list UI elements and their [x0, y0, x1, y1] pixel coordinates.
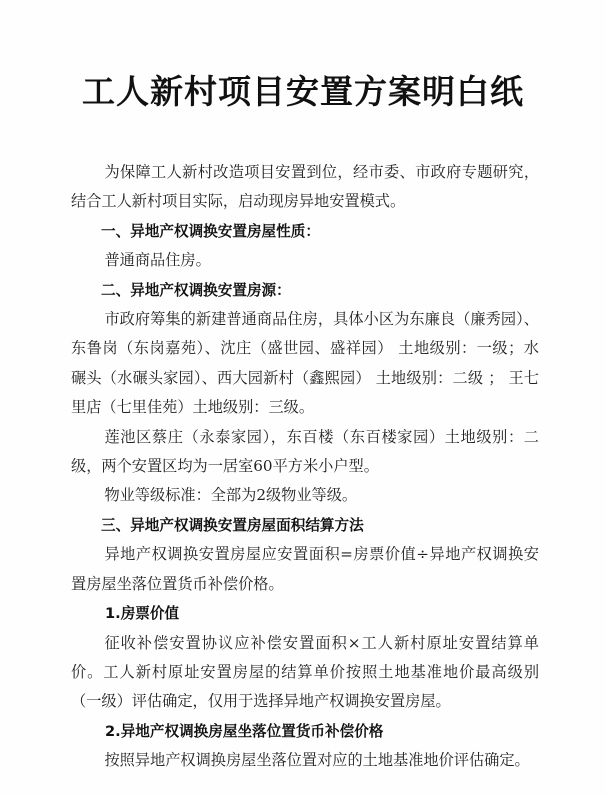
document-title: 工人新村项目安置方案明白纸 — [82, 72, 524, 111]
subsection-heading-3-2: 2.异地产权调换房屋坐落位置货币补偿价格 — [105, 722, 384, 740]
section-heading-1: 一、异地产权调换安置房屋性质： — [101, 222, 320, 240]
subsection-3-1-paragraph: 征收补偿安置协议应补偿安置面积×工人新村原址安置结算单价。工人新村原址安置房屋的结算单价按照土地基准地价最高级别（一级）评估确定，仅用于选择异地产权调换安置房屋。 — [71, 633, 539, 711]
section-2-paragraph-b: 莲池区蔡庄（永泰家园），东百楼（东百楼家园）土地级别：二级，两个安置区均为一居室60平方米小户型。 — [71, 427, 539, 476]
intro-paragraph: 为保障工人新村改造项目安置到位，经市委、市政府专题研究，结合工人新村项目实际，启动现房异地安置模式。 — [71, 163, 539, 211]
section-3-paragraph: 异地产权调换安置房屋应安置面积=房票价值÷异地产权调换安置房屋坐落位置货币补偿价格。 — [71, 545, 539, 593]
section-heading-3: 三、异地产权调换安置房屋面积结算方法 — [101, 516, 364, 534]
subsection-3-2-paragraph: 按照异地产权调换房屋坐落位置对应的土地基准地价评估确定。 — [104, 751, 530, 770]
section-2-paragraph-a: 市政府筹集的新建普通商品住房，具体小区为东廉良（廉秀园）、东鲁岗（东岗嘉苑）、沈庄（盛世园、盛祥园） 土地级别：一级；水碾头（水碾头家园）、西大园新村（鑫熙园） 土地级别：二级 ； 王七里店（七里佳苑）土地级别：三级。 — [71, 310, 539, 417]
subsection-heading-3-1: 1.房票价值 — [105, 605, 180, 623]
section-heading-2: 二、异地产权调换安置房源： — [101, 281, 291, 299]
section-2-paragraph-c: 物业等级标准：全部为2级物业等级。 — [104, 486, 358, 505]
document-body — [71, 158, 539, 776]
section-1-paragraph: 普通商品住房。 — [104, 251, 211, 270]
